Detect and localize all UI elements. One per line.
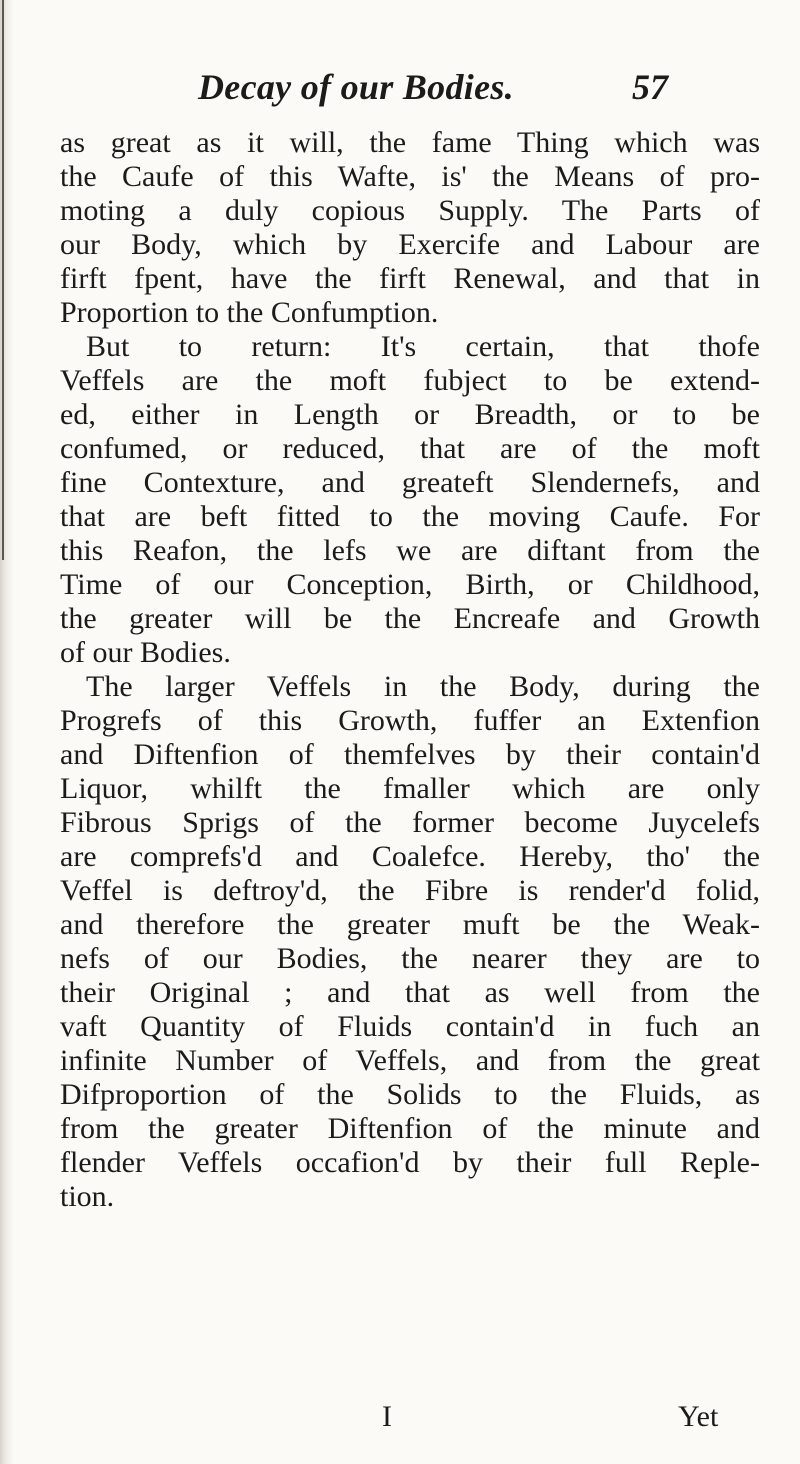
text-line: Liquor, whilft the fmaller which are only	[60, 772, 760, 805]
book-page	[60, 66, 760, 1214]
text-line: Fibrous Sprigs of the former become Juycelefs	[60, 806, 760, 839]
text-line: The larger Veffels in the Body, during the	[86, 670, 760, 703]
left-margin-rule	[2, 0, 4, 560]
text-line: firft fpent, have the firft Renewal, and that in	[60, 262, 760, 295]
text-line: our Body, which by Exercife and Labour are	[60, 228, 760, 261]
text-line: nefs of our Bodies, the nearer they are to	[60, 942, 760, 975]
page-number: 57	[632, 67, 668, 107]
text-line: and therefore the greater muft be the Weak‐	[60, 908, 760, 941]
body-text	[60, 126, 760, 1214]
page-footer	[60, 1400, 760, 1440]
text-line: of our Bodies.	[60, 636, 231, 669]
text-line: their Original ; and that as well from the	[60, 976, 760, 1009]
text-line: fine Contexture, and greateft Slendernefs, and	[60, 466, 760, 499]
text-line: that are beft fitted to the moving Caufe. For	[60, 500, 760, 533]
text-line: flender Veffels occafion'd by their full Reple‐	[60, 1146, 760, 1179]
text-line: Time of our Conception, Birth, or Childhood,	[60, 568, 760, 601]
text-line: But to return: It's certain, that thofe	[86, 330, 760, 363]
text-line: confumed, or reduced, that are of the moft	[60, 432, 760, 465]
catchword: Yet	[678, 1400, 719, 1433]
text-line: Veffels are the moft fubject to be extend‐	[60, 364, 760, 397]
text-line: tion.	[60, 1180, 115, 1213]
text-line: are comprefs'd and Coalefce. Hereby, tho' the	[60, 840, 760, 873]
text-line: Progrefs of this Growth, fuffer an Extenfion	[60, 704, 760, 737]
text-line: infinite Number of Veffels, and from the great	[60, 1044, 760, 1077]
signature-mark: I	[382, 1400, 392, 1433]
text-line: the Caufe of this Wafte, is' the Means of pro‐	[60, 160, 760, 193]
text-line: ed, either in Length or Breadth, or to be	[60, 398, 760, 431]
text-line: as great as it will, the fame Thing which was	[60, 126, 760, 159]
running-head: Decay of our Bodies.	[198, 67, 514, 107]
text-line: Difproportion of the Solids to the Fluids, as	[60, 1078, 760, 1111]
text-line: Veffel is deftroy'd, the Fibre is render'd folid,	[60, 874, 760, 907]
text-line: the greater will be the Encreafe and Growth	[60, 602, 760, 635]
text-line: this Reafon, the lefs we are diftant from the	[60, 534, 760, 567]
text-line: vaft Quantity of Fluids contain'd in fuch an	[60, 1010, 760, 1043]
text-line: Proportion to the Confumption.	[60, 296, 439, 329]
text-line: from the greater Diftenfion of the minute and	[60, 1112, 760, 1145]
text-line: moting a duly copious Supply. The Parts of	[60, 194, 760, 227]
page-header	[60, 66, 760, 126]
text-line: and Diftenfion of themfelves by their contain'd	[60, 738, 760, 771]
